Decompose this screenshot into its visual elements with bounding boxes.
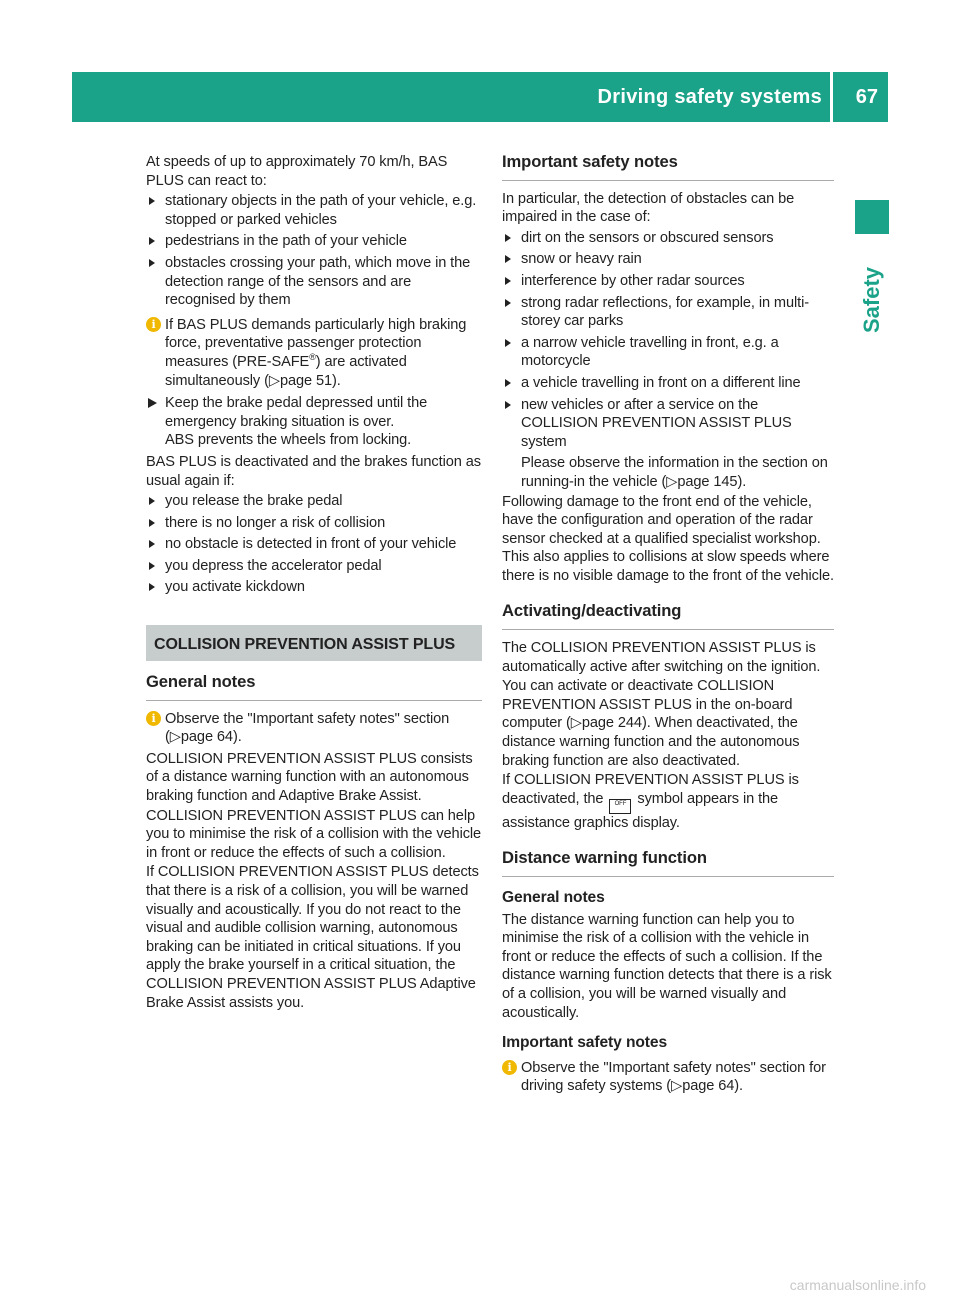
activating-paragraph-3: If COLLISION PREVENTION ASSIST PLUS is deactivated, the OFF symbol appears in the assistance graphics display. xyxy=(502,772,799,831)
list-item: a vehicle travelling in front on a different line xyxy=(502,374,834,393)
damage-paragraph: Following damage to the front end of the vehicle, have the configuration and operation of the radar sensor checked at a qualified specialist workshop. This also applies to collisions at slow speeds where there is no visible damage to the front of the vehicle. xyxy=(502,493,834,584)
registered-mark: ® xyxy=(309,352,316,363)
header-title: Driving safety systems xyxy=(597,86,822,108)
section-title: COLLISION PREVENTION ASSIST PLUS xyxy=(146,625,482,661)
paragraph: COLLISION PREVENTION ASSIST PLUS consists of a distance warning function with an autonomous braking function and Adaptive Brake Assist. xyxy=(146,750,473,805)
info-icon: i xyxy=(502,1060,517,1075)
collision-prevention-off-icon: OFF xyxy=(609,799,631,814)
section-tab-label: Safety xyxy=(859,266,884,334)
list-item: a narrow vehicle travelling in front, e.g. a motorcycle xyxy=(502,334,834,371)
list-item: stationary objects in the path of your vehicle, e.g. stopped or parked vehicles xyxy=(146,192,482,229)
info-note-dw: i Observe the "Important safety notes" section for driving safety systems (▷page 64). xyxy=(502,1059,834,1096)
list-item: no obstacle is detected in front of your vehicle xyxy=(146,535,482,554)
page-ref-arrow-icon: ▷ xyxy=(671,1078,683,1095)
step-result: ABS prevents the wheels from locking. xyxy=(165,432,412,449)
right-column xyxy=(502,153,834,1099)
list-item: obstacles crossing your path, which move in the detection range of the sensors and are recognised by them xyxy=(146,254,482,310)
page-number: 67 xyxy=(855,86,878,108)
list-item: interference by other radar sources xyxy=(502,272,834,291)
list-item: there is no longer a risk of collision xyxy=(146,514,482,533)
section-tab-marker xyxy=(855,200,889,234)
list-item: you depress the accelerator pedal xyxy=(146,557,482,576)
activating-paragraph-2: You can activate or deactivate COLLISION PREVENTION ASSIST PLUS in the on-board computer (▷page 244). When deactivated, the distance warning function and the autonomous braking function are also deactivated. xyxy=(502,678,800,769)
deactivated-intro: BAS PLUS is deactivated and the brakes function as usual again if: xyxy=(146,453,481,489)
page-ref-arrow-icon: ▷ xyxy=(570,715,582,732)
page-ref-link[interactable]: page 64 xyxy=(180,729,233,746)
info-note-observe: i Observe the "Important safety notes" section (▷page 64). xyxy=(146,710,482,747)
page-ref-link[interactable]: page 244 xyxy=(581,715,642,732)
paragraph: COLLISION PREVENTION ASSIST PLUS can help you to minimise the risk of a collision with the vehicle in front or reduce the effects of such a collision. xyxy=(146,807,482,861)
dw-general-paragraph: The distance warning function can help you to minimise the risk of a collision with the vehicle in front or reduce the effects of such a collision. If the distance warning function detects that there is a risk of a collision, you will be warned visually and acoustically. xyxy=(502,911,832,1021)
info-note-presafe: i If BAS PLUS demands particularly high braking force, preventative passenger protection measures (PRE-SAFE®) are activated simultaneously (▷page 51). xyxy=(146,316,482,390)
page-ref-arrow-icon: ▷ xyxy=(268,372,280,389)
list-item: snow or heavy rain xyxy=(502,250,834,269)
header-bar xyxy=(72,72,888,122)
list-item: strong radar reflections, for example, in multi-storey car parks xyxy=(502,294,834,331)
list-item: dirt on the sensors or obscured sensors xyxy=(502,229,834,248)
info-icon: i xyxy=(146,317,161,332)
dw-general-notes-heading: General notes xyxy=(502,889,605,906)
bas-intro: At speeds of up to approximately 70 km/h, BAS PLUS can react to: xyxy=(146,154,448,189)
info-icon: i xyxy=(146,711,161,726)
running-in-note: Please observe the information in the section on running-in the vehicle (▷page 145). xyxy=(521,455,828,490)
dw-important-heading: Important safety notes xyxy=(502,1034,668,1052)
important-safety-heading: Important safety notes xyxy=(502,153,834,181)
distance-warning-heading: Distance warning function xyxy=(502,849,834,877)
page-ref-link[interactable]: page 51 xyxy=(279,372,333,389)
activating-paragraph-1: The COLLISION PREVENTION ASSIST PLUS is automatically active after switching on the ignition. xyxy=(502,640,821,675)
list-item: you release the brake pedal xyxy=(146,492,482,511)
paragraph: If COLLISION PREVENTION ASSIST PLUS detects that there is a risk of a collision, you will be warned visually and acoustically. If you do not react to the visual and audible collision warning, autonomous braking can be initiated in critical situations. If you apply the brake yourself in a critical situation, the COLLISION PREVENTION ASSIST PLUS Adaptive Brake Assist assists you. xyxy=(146,864,479,1011)
left-column xyxy=(146,153,482,1013)
page-ref-arrow-icon: ▷ xyxy=(169,729,181,746)
activating-heading: Activating/deactivating xyxy=(502,602,834,630)
general-notes-heading: General notes xyxy=(146,673,482,701)
list-item: new vehicles or after a service on the COLLISION PREVENTION ASSIST PLUS system xyxy=(502,396,834,452)
page-ref-link[interactable]: page 145 xyxy=(677,473,738,490)
page-ref-arrow-icon: ▷ xyxy=(666,473,678,490)
important-intro: In particular, the detection of obstacles can be impaired in the case of: xyxy=(502,190,795,226)
page-ref-link[interactable]: page 64 xyxy=(682,1078,735,1095)
list-item: you activate kickdown xyxy=(146,578,482,597)
header-separator xyxy=(830,72,833,122)
instruction-step: Keep the brake pedal depressed until the emergency braking situation is over. ABS prevents the wheels from locking. xyxy=(146,394,482,450)
watermark: carmanualsonline.info xyxy=(789,1277,926,1293)
list-item: pedestrians in the path of your vehicle xyxy=(146,232,482,251)
